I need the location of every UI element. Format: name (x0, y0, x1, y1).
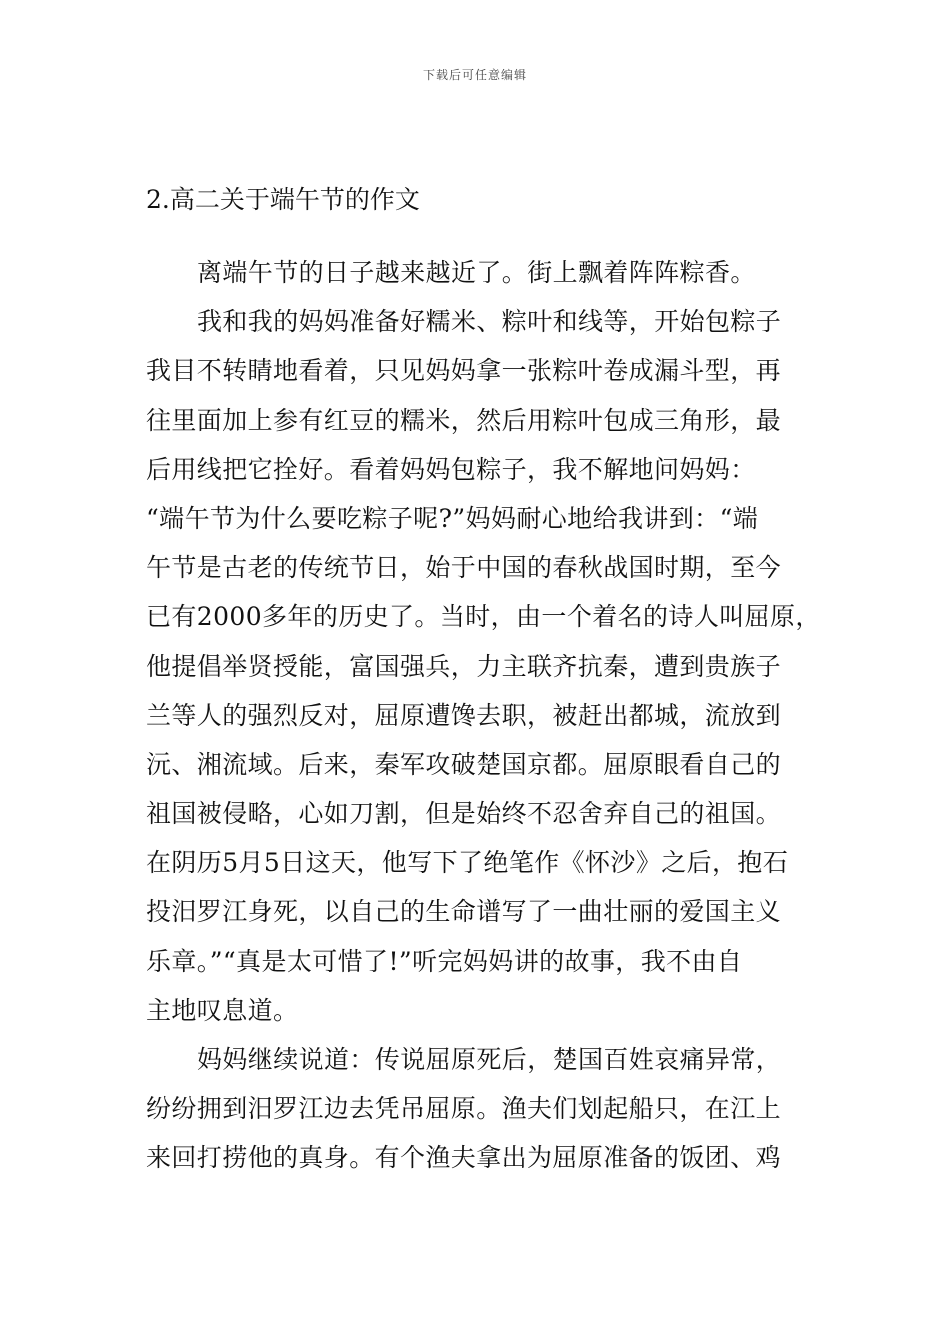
text-line: 乐章。”“真是太可惜了!”听完妈妈讲的故事，我不由自 (146, 946, 743, 976)
text-line: 午节是古老的传统节日，始于中国的春秋战国时期，至今 (146, 553, 782, 583)
text-line: 兰等人的强烈反对，屈原遭馋去职，被赶出都城，流放到 (146, 700, 782, 730)
text-line: 投汨罗江身死，以自己的生命谱写了一曲壮丽的爱国主义 (146, 897, 782, 927)
text-line: 已有2000多年的历史了。当时，由一个着名的诗人叫屈原， (146, 602, 821, 632)
text-line: 他提倡举贤授能，富国强兵，力主联齐抗秦，遭到贵族子 (146, 651, 782, 681)
text-line: 在阴历5月5日这天，他写下了绝笔作《怀沙》之后，抱石 (146, 848, 789, 878)
text-line: 纷纷拥到汨罗江边去凭吊屈原。渔夫们划起船只，在江上 (146, 1094, 782, 1124)
document-title: 2.高二关于端午节的作文 (146, 185, 420, 214)
text-line: 我和我的妈妈准备好糯米、粽叶和线等，开始包粽子 (197, 307, 782, 337)
text-line: 来回打捞他的真身。有个渔夫拿出为屈原准备的饭团、鸡 (146, 1143, 782, 1173)
text-line: “端午节为什么要吃粽子呢?”妈妈耐心地给我讲到：“端 (146, 503, 759, 533)
text-line: 离端午节的日子越来越近了。街上飘着阵阵粽香。 (197, 258, 756, 287)
text-line: 后用线把它拴好。看着妈妈包粽子，我不解地问妈妈： (146, 454, 756, 484)
text-line: 祖国被侵略，心如刀割，但是始终不忍舍弃自己的祖国。 (146, 799, 782, 829)
paragraph-1 (146, 248, 836, 297)
document-body (146, 248, 836, 1183)
text-line: 我目不转睛地看着，只见妈妈拿一张粽叶卷成漏斗型，再 (146, 356, 782, 386)
text-line: 沅、湘流域。后来，秦军攻破楚国京都。屈原眼看自己的 (146, 749, 782, 779)
paragraph-2 (146, 297, 836, 1035)
text-line: 往里面加上参有红豆的糯米，然后用粽叶包成三角形，最 (146, 405, 782, 435)
text-line: 妈妈继续说道：传说屈原死后，楚国百姓哀痛异常， (197, 1045, 782, 1074)
paragraph-3 (146, 1035, 836, 1183)
page-header: 下载后可任意编辑 (422, 68, 527, 82)
text-line: 主地叹息道。 (146, 995, 299, 1025)
